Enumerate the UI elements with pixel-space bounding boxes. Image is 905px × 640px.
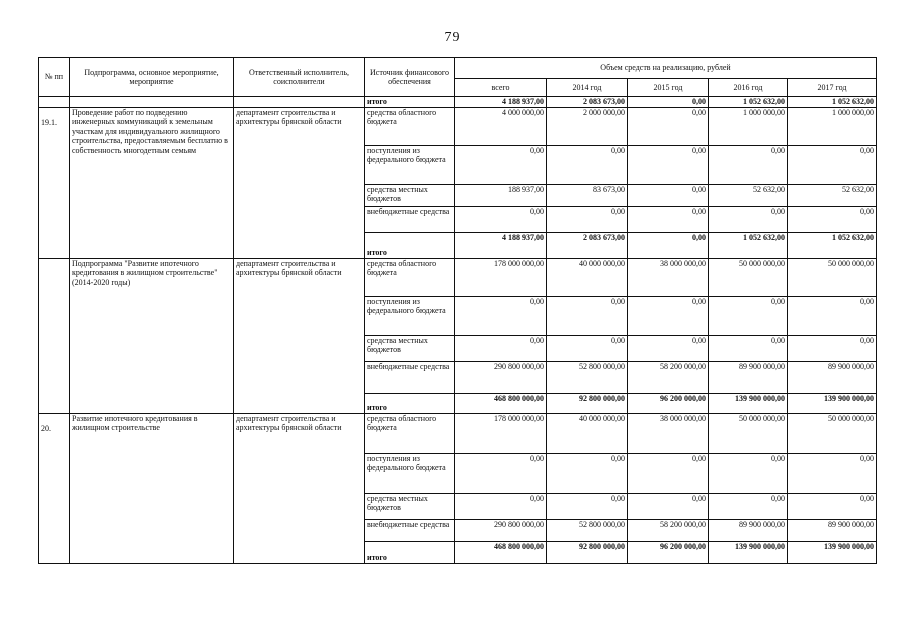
value-cell: 0,00 (788, 296, 877, 335)
value-cell: 139 900 000,00 (788, 393, 877, 413)
row-number (39, 258, 70, 413)
value-cell: 50 000 000,00 (709, 258, 788, 296)
source-cell: средства местных бюджетов (365, 493, 455, 519)
source-cell: итого (365, 541, 455, 563)
value-cell: 52 632,00 (709, 184, 788, 206)
value-cell: 0,00 (547, 206, 628, 232)
value-cell: 58 200 000,00 (628, 519, 709, 541)
value-cell: 0,00 (628, 107, 709, 145)
value-cell: 0,00 (628, 493, 709, 519)
page-number: 79 (444, 30, 461, 45)
budget-table (38, 57, 877, 564)
value-cell: 1 052 632,00 (709, 232, 788, 258)
value-cell: 89 900 000,00 (788, 519, 877, 541)
value-cell: 0,00 (628, 453, 709, 493)
source-cell: средства местных бюджетов (365, 335, 455, 361)
header-2016: 2016 год (709, 79, 788, 97)
source-cell: внебюджетные средства (365, 519, 455, 541)
value-cell: 92 800 000,00 (547, 393, 628, 413)
value-cell: 38 000 000,00 (628, 413, 709, 453)
value-cell: 290 800 000,00 (455, 361, 547, 393)
value-cell: 58 200 000,00 (628, 361, 709, 393)
value-cell: 0,00 (455, 296, 547, 335)
header-source: Источник финансового обеспечения (365, 58, 455, 97)
executor-cell: департамент строительства и архитектуры брянской области (234, 413, 365, 563)
value-cell: 0,00 (628, 206, 709, 232)
table-row (39, 258, 877, 296)
value-cell: 290 800 000,00 (455, 519, 547, 541)
value-cell: 0,00 (547, 453, 628, 493)
source-cell: поступления из федерального бюджета (365, 453, 455, 493)
program-cell: Развитие ипотечного кредитования в жилищном строительстве (70, 413, 234, 563)
source-cell: средства местных бюджетов (365, 184, 455, 206)
value-cell: 0,00 (628, 97, 709, 108)
source-cell: итого (365, 232, 455, 258)
value-cell: 52 800 000,00 (547, 361, 628, 393)
value-cell: 0,00 (628, 335, 709, 361)
value-cell: 50 000 000,00 (788, 413, 877, 453)
value-cell: 0,00 (628, 232, 709, 258)
value-cell: 468 800 000,00 (455, 393, 547, 413)
program-cell: Подпрограмма "Развитие ипотечного кредитования в жилищном строительстве" (2014-2020 годы) (70, 258, 234, 413)
value-cell: 2 000 000,00 (547, 107, 628, 145)
source-cell: средства областного бюджета (365, 107, 455, 145)
value-cell: 1 000 000,00 (709, 107, 788, 145)
source-cell: поступления из федерального бюджета (365, 145, 455, 184)
value-cell: 2 083 673,00 (547, 97, 628, 108)
value-cell: 50 000 000,00 (788, 258, 877, 296)
value-cell: 52 632,00 (788, 184, 877, 206)
value-cell: 0,00 (788, 335, 877, 361)
value-cell: 92 800 000,00 (547, 541, 628, 563)
executor-cell: департамент строительства и архитектуры брянской области (234, 107, 365, 258)
source-cell: внебюджетные средства (365, 206, 455, 232)
value-cell: 0,00 (788, 453, 877, 493)
value-cell: 96 200 000,00 (628, 393, 709, 413)
header-executor: Ответственный исполнитель, соисполнители (234, 58, 365, 97)
source-cell: поступления из федерального бюджета (365, 296, 455, 335)
table-row (39, 413, 877, 453)
table-row (39, 107, 877, 145)
source-cell: итого (365, 393, 455, 413)
header-2015: 2015 год (628, 79, 709, 97)
value-cell: 0,00 (788, 145, 877, 184)
value-cell: 4 000 000,00 (455, 107, 547, 145)
value-cell: 139 900 000,00 (709, 541, 788, 563)
value-cell: 4 188 937,00 (455, 232, 547, 258)
value-cell: 40 000 000,00 (547, 258, 628, 296)
value-cell: 2 083 673,00 (547, 232, 628, 258)
value-cell: 89 900 000,00 (709, 519, 788, 541)
value-cell: 0,00 (547, 335, 628, 361)
value-cell: 0,00 (709, 335, 788, 361)
value-cell: 178 000 000,00 (455, 258, 547, 296)
value-cell: 0,00 (709, 453, 788, 493)
value-cell: 1 052 632,00 (788, 97, 877, 108)
header-num: № пп (39, 58, 70, 97)
source-cell: внебюджетные средства (365, 361, 455, 393)
value-cell: 89 900 000,00 (709, 361, 788, 393)
value-cell: 0,00 (788, 206, 877, 232)
value-cell: 0,00 (547, 145, 628, 184)
source-cell: итого (365, 97, 455, 108)
header-2014: 2014 год (547, 79, 628, 97)
value-cell: 0,00 (709, 145, 788, 184)
row-number: 19.1. (39, 107, 70, 258)
value-cell: 0,00 (455, 453, 547, 493)
source-cell: средства областного бюджета (365, 413, 455, 453)
value-cell: 4 188 937,00 (455, 97, 547, 108)
value-cell: 178 000 000,00 (455, 413, 547, 453)
value-cell: 0,00 (628, 296, 709, 335)
value-cell: 83 673,00 (547, 184, 628, 206)
value-cell: 96 200 000,00 (628, 541, 709, 563)
value-cell: 1 000 000,00 (788, 107, 877, 145)
value-cell: 188 937,00 (455, 184, 547, 206)
row-number: 20. (39, 413, 70, 563)
value-cell: 468 800 000,00 (455, 541, 547, 563)
header-program: Подпрограмма, основное мероприятие, мероприятие (70, 58, 234, 97)
value-cell: 0,00 (709, 296, 788, 335)
value-cell: 0,00 (628, 145, 709, 184)
value-cell: 0,00 (709, 493, 788, 519)
value-cell: 0,00 (709, 206, 788, 232)
value-cell: 1 052 632,00 (709, 97, 788, 108)
value-cell: 50 000 000,00 (709, 413, 788, 453)
value-cell: 139 900 000,00 (788, 541, 877, 563)
value-cell: 0,00 (455, 335, 547, 361)
executor-cell: департамент строительства и архитектуры брянской области (234, 258, 365, 413)
value-cell: 0,00 (455, 493, 547, 519)
source-cell: средства областного бюджета (365, 258, 455, 296)
value-cell: 0,00 (455, 145, 547, 184)
value-cell: 40 000 000,00 (547, 413, 628, 453)
value-cell: 0,00 (788, 493, 877, 519)
value-cell: 0,00 (547, 296, 628, 335)
value-cell: 52 800 000,00 (547, 519, 628, 541)
value-cell: 38 000 000,00 (628, 258, 709, 296)
value-cell: 89 900 000,00 (788, 361, 877, 393)
value-cell: 0,00 (628, 184, 709, 206)
value-cell: 1 052 632,00 (788, 232, 877, 258)
value-cell: 0,00 (455, 206, 547, 232)
program-cell: Проведение работ по подведению инженерных коммуникаций к земельным участкам для индивидуального жилищного строительства, предоставляемым бесплатно в собственность многодетным семьям (70, 107, 234, 258)
header-volume: Объем средств на реализацию, рублей (455, 58, 877, 79)
value-cell: 139 900 000,00 (709, 393, 788, 413)
header-2017: 2017 год (788, 79, 877, 97)
header-total: всего (455, 79, 547, 97)
value-cell: 0,00 (547, 493, 628, 519)
table-row (39, 97, 877, 108)
